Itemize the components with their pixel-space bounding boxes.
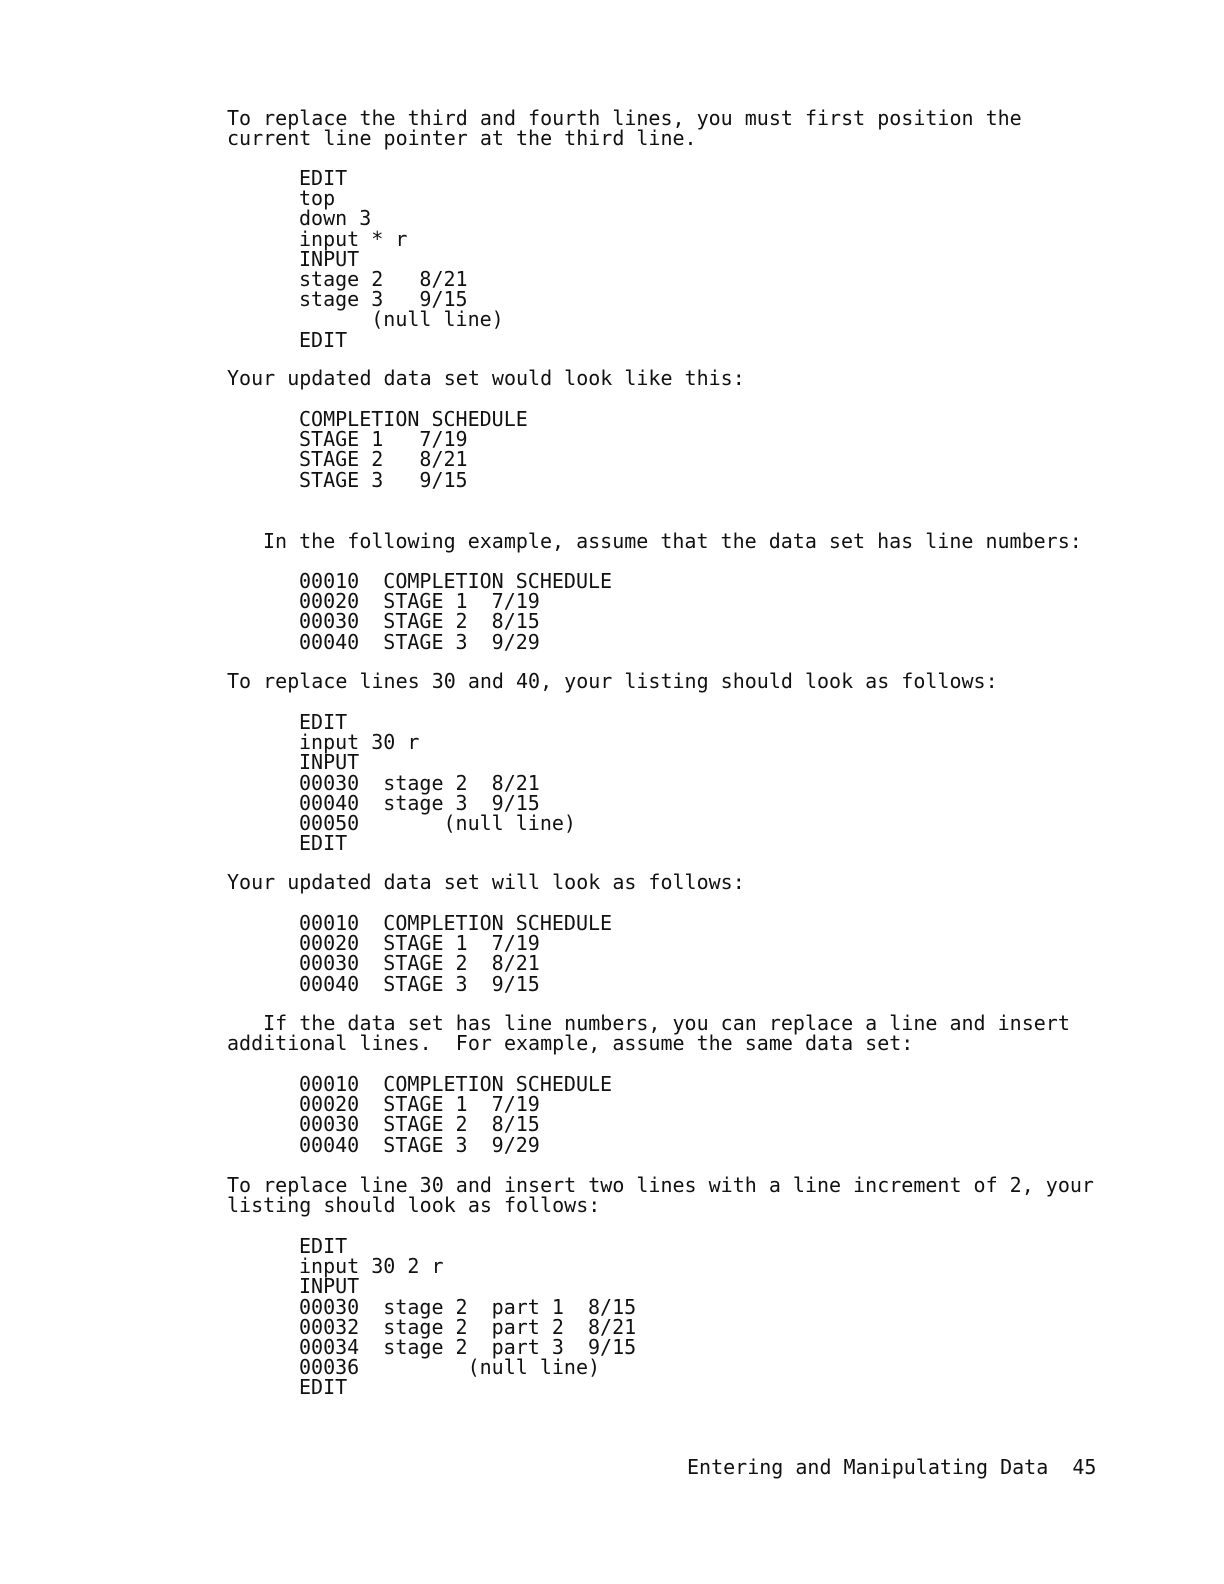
paragraph-replace-third-fourth: To replace the third and fourth lines, you must first position the current line pointer at the third line.: [227, 106, 1022, 151]
code-example-input-30-r: EDIT input 30 r INPUT 00030 stage 2 8/21 00040 stage 3 9/15 00050 (null line) EDIT: [299, 710, 576, 856]
paragraph-updated-data-set: Your updated data set would look like this:: [227, 366, 745, 390]
footer-title: Entering and Manipulating Data: [687, 1455, 1049, 1479]
paragraph-updated-data-set-follows: Your updated data set will look as follows:: [227, 870, 745, 894]
code-listing-same-data-set: 00010 COMPLETION SCHEDULE 00020 STAGE 1 7/19 00030 STAGE 2 8/15 00040 STAGE 3 9/29: [299, 1072, 613, 1157]
paragraph-replace-and-insert: If the data set has line numbers, you can replace a line and insert additional lines. For example, assume the same data set:: [227, 1011, 1070, 1056]
paragraph-replace-line-30-insert: To replace line 30 and insert two lines with a line increment of 2, your listing should look as follows:: [227, 1173, 1094, 1218]
code-listing-completion-schedule: COMPLETION SCHEDULE STAGE 1 7/19 STAGE 2 8/21 STAGE 3 9/15: [299, 407, 528, 492]
page-number: 45: [1072, 1455, 1097, 1479]
code-example-input-30-2-r: EDIT input 30 2 r INPUT 00030 stage 2 part 1 8/15 00032 stage 2 part 2 8/21 00034 stage 2 part 3 9/15 00036 (null line) EDIT: [299, 1234, 637, 1400]
code-listing-updated-numbered: 00010 COMPLETION SCHEDULE 00020 STAGE 1 7/19 00030 STAGE 2 8/21 00040 STAGE 3 9/15: [299, 911, 613, 996]
paragraph-replace-lines-30-40: To replace lines 30 and 40, your listing should look as follows:: [227, 669, 998, 693]
code-listing-numbered-data-set: 00010 COMPLETION SCHEDULE 00020 STAGE 1 7/19 00030 STAGE 2 8/15 00040 STAGE 3 9/29: [299, 569, 613, 654]
paragraph-line-numbers-example: In the following example, assume that the data set has line numbers:: [263, 529, 1082, 553]
page-footer: [687, 1457, 1096, 1477]
code-example-edit-input-r: EDIT top down 3 input * r INPUT stage 2 8/21 stage 3 9/15 (null line) EDIT: [299, 166, 504, 352]
